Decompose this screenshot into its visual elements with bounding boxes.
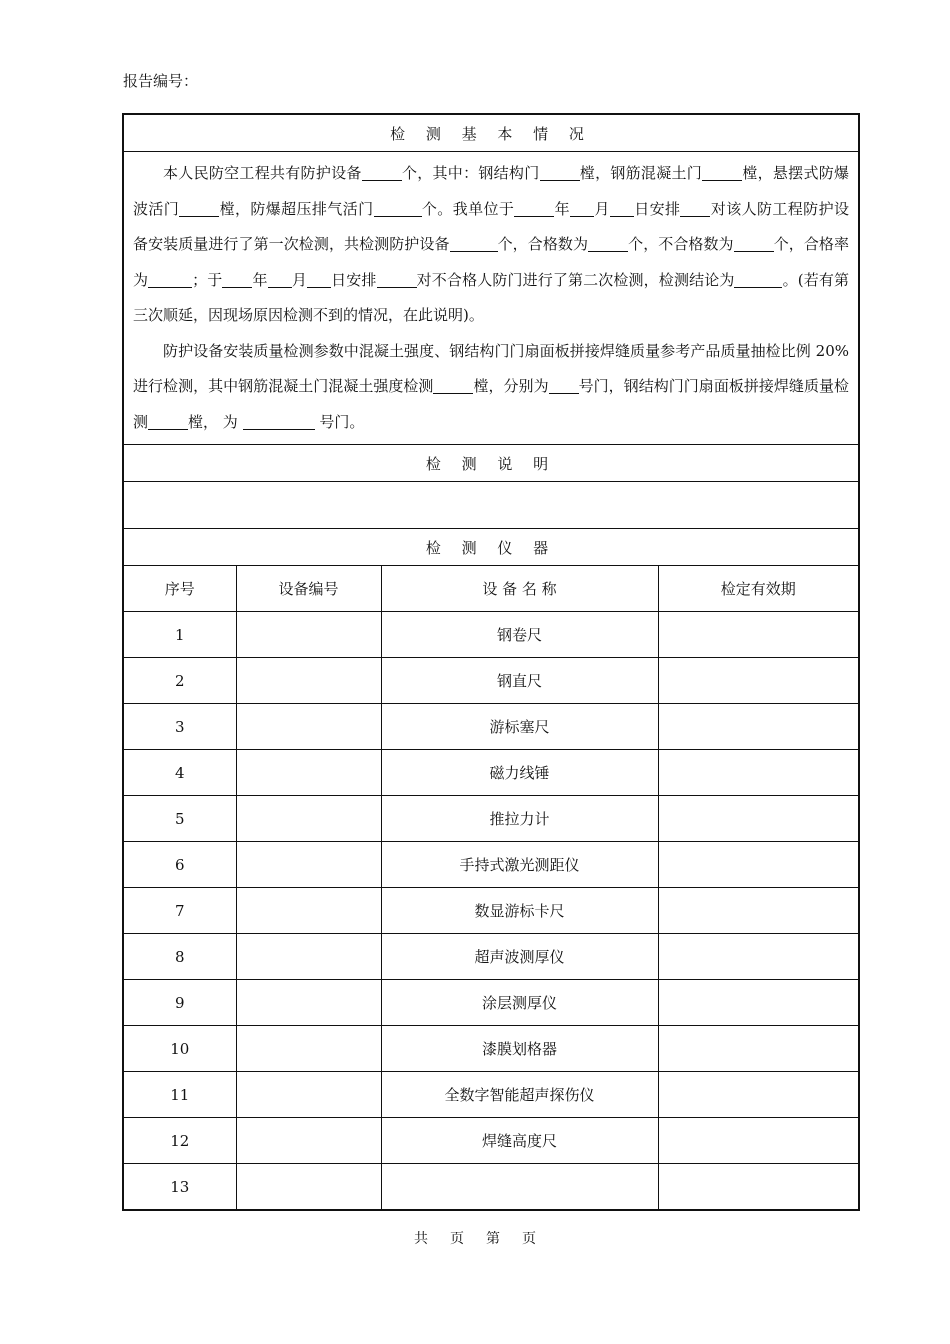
basic-info-content xyxy=(123,152,859,445)
row-name: 钢卷尺 xyxy=(381,612,658,658)
inspected-count-blank[interactable] xyxy=(450,233,498,252)
row-name: 超声波测厚仪 xyxy=(381,934,658,980)
row-code[interactable] xyxy=(236,1026,381,1072)
row-no: 2 xyxy=(123,658,236,704)
basic-info-title: 检 测 基 本 情 况 xyxy=(123,114,859,152)
table-row xyxy=(123,1118,859,1164)
row-no: 5 xyxy=(123,796,236,842)
table-row xyxy=(123,796,859,842)
table-row xyxy=(123,888,859,934)
steel-door-count-blank[interactable] xyxy=(540,162,580,181)
row-no: 7 xyxy=(123,888,236,934)
row-validity[interactable] xyxy=(658,842,859,888)
footer-page-label-2: 页 xyxy=(522,1231,536,1247)
second-day-blank[interactable] xyxy=(307,269,331,288)
report-number-label: 报告编号： xyxy=(123,72,199,90)
device-total-blank[interactable] xyxy=(362,162,402,181)
conclusion-blank[interactable] xyxy=(734,269,782,288)
table-row xyxy=(123,658,859,704)
col-header-validity: 检定有效期 xyxy=(658,566,859,612)
table-row xyxy=(123,842,859,888)
row-name: 涂层测厚仪 xyxy=(381,980,658,1026)
table-row xyxy=(123,1026,859,1072)
row-name[interactable] xyxy=(381,1164,658,1211)
table-row xyxy=(123,750,859,796)
row-name: 全数字智能超声探伤仪 xyxy=(381,1072,658,1118)
row-no: 4 xyxy=(123,750,236,796)
weld-door-numbers-blank[interactable] xyxy=(243,411,315,430)
table-row xyxy=(123,980,859,1026)
row-validity[interactable] xyxy=(658,750,859,796)
row-no: 12 xyxy=(123,1118,236,1164)
table-row xyxy=(123,612,859,658)
second-month-blank[interactable] xyxy=(268,269,292,288)
row-name: 手持式激光测距仪 xyxy=(381,842,658,888)
table-row xyxy=(123,704,859,750)
row-validity[interactable] xyxy=(658,980,859,1026)
row-name: 钢直尺 xyxy=(381,658,658,704)
table-row xyxy=(123,1164,859,1211)
basic-info-paragraph-1: 本人民防空工程共有防护设备 个，其中：钢结构门 樘，钢筋混凝土门 樘，悬摆式防爆波活门 樘，防爆超压排气活门 个。我单位于 年 月 日安排 对该人防工程防护设备安装质量进行了第一次检测，共检测防护设备 个，合格数为 个，不合格数为 个，合格率为 ；于 年 月 日安排 对不合格人防门进行了第二次检测，检测结论为 。(若有第三次顺延，因现场原因检测不到的情况，在此说明)。 xyxy=(133,164,850,324)
row-code[interactable] xyxy=(236,842,381,888)
row-no: 6 xyxy=(123,842,236,888)
row-code[interactable] xyxy=(236,934,381,980)
row-code[interactable] xyxy=(236,1118,381,1164)
row-validity[interactable] xyxy=(658,796,859,842)
row-validity[interactable] xyxy=(658,1164,859,1211)
row-validity[interactable] xyxy=(658,612,859,658)
row-code[interactable] xyxy=(236,796,381,842)
row-validity[interactable] xyxy=(658,704,859,750)
exhaust-valve-count-blank[interactable] xyxy=(374,198,422,217)
inspection-notes-content[interactable] xyxy=(123,482,859,529)
concrete-door-numbers-blank[interactable] xyxy=(549,375,579,394)
first-inspector-blank[interactable] xyxy=(680,198,710,217)
row-validity[interactable] xyxy=(658,1026,859,1072)
row-no: 8 xyxy=(123,934,236,980)
row-name: 游标塞尺 xyxy=(381,704,658,750)
col-header-name: 设 备 名 称 xyxy=(381,566,658,612)
row-code[interactable] xyxy=(236,704,381,750)
table-row xyxy=(123,1072,859,1118)
row-name: 焊缝高度尺 xyxy=(381,1118,658,1164)
row-name: 漆膜划格器 xyxy=(381,1026,658,1072)
row-no: 1 xyxy=(123,612,236,658)
row-validity[interactable] xyxy=(658,658,859,704)
first-month-blank[interactable] xyxy=(570,198,594,217)
row-no: 9 xyxy=(123,980,236,1026)
footer-nth-label: 第 xyxy=(486,1231,500,1247)
table-row xyxy=(123,934,859,980)
footer-total-label: 共 xyxy=(414,1231,428,1247)
concrete-door-count-blank[interactable] xyxy=(702,162,742,181)
first-day-blank[interactable] xyxy=(610,198,634,217)
instruments-header-row xyxy=(123,566,859,612)
row-name: 数显游标卡尺 xyxy=(381,888,658,934)
concrete-strength-count-blank[interactable] xyxy=(433,375,473,394)
row-code[interactable] xyxy=(236,750,381,796)
inspection-form-table xyxy=(122,113,860,1211)
page-footer xyxy=(0,1228,950,1248)
row-name: 磁力线锤 xyxy=(381,750,658,796)
second-year-blank[interactable] xyxy=(222,269,252,288)
row-no: 11 xyxy=(123,1072,236,1118)
row-validity[interactable] xyxy=(658,934,859,980)
row-validity[interactable] xyxy=(658,888,859,934)
row-validity[interactable] xyxy=(658,1118,859,1164)
row-code[interactable] xyxy=(236,980,381,1026)
basic-info-paragraph-2: 防护设备安装质量检测参数中混凝土强度、钢结构门门扇面板拼接焊缝质量参考产品质量抽检比例 20%进行检测，其中钢筋混凝土门混凝土强度检测 樘，分别为 号门，钢结构门门扇面板拼接焊缝质量检测 樘， 为 号门。 xyxy=(133,341,850,431)
instruments-title: 检 测 仪 器 xyxy=(123,529,859,566)
first-year-blank[interactable] xyxy=(514,198,554,217)
weld-count-blank[interactable] xyxy=(148,411,188,430)
col-header-no: 序号 xyxy=(123,566,236,612)
unqualified-count-blank[interactable] xyxy=(734,233,774,252)
blast-valve-count-blank[interactable] xyxy=(179,198,219,217)
row-code[interactable] xyxy=(236,612,381,658)
row-code[interactable] xyxy=(236,1164,381,1211)
row-code[interactable] xyxy=(236,658,381,704)
row-code[interactable] xyxy=(236,888,381,934)
row-no: 13 xyxy=(123,1164,236,1211)
row-no: 10 xyxy=(123,1026,236,1072)
inspection-notes-title: 检 测 说 明 xyxy=(123,445,859,482)
pass-rate-blank[interactable] xyxy=(148,269,192,288)
row-code[interactable] xyxy=(236,1072,381,1118)
footer-page-label-1: 页 xyxy=(450,1231,464,1247)
qualified-count-blank[interactable] xyxy=(588,233,628,252)
second-inspector-blank[interactable] xyxy=(377,269,417,288)
col-header-code: 设备编号 xyxy=(236,566,381,612)
row-name: 推拉力计 xyxy=(381,796,658,842)
row-no: 3 xyxy=(123,704,236,750)
row-validity[interactable] xyxy=(658,1072,859,1118)
